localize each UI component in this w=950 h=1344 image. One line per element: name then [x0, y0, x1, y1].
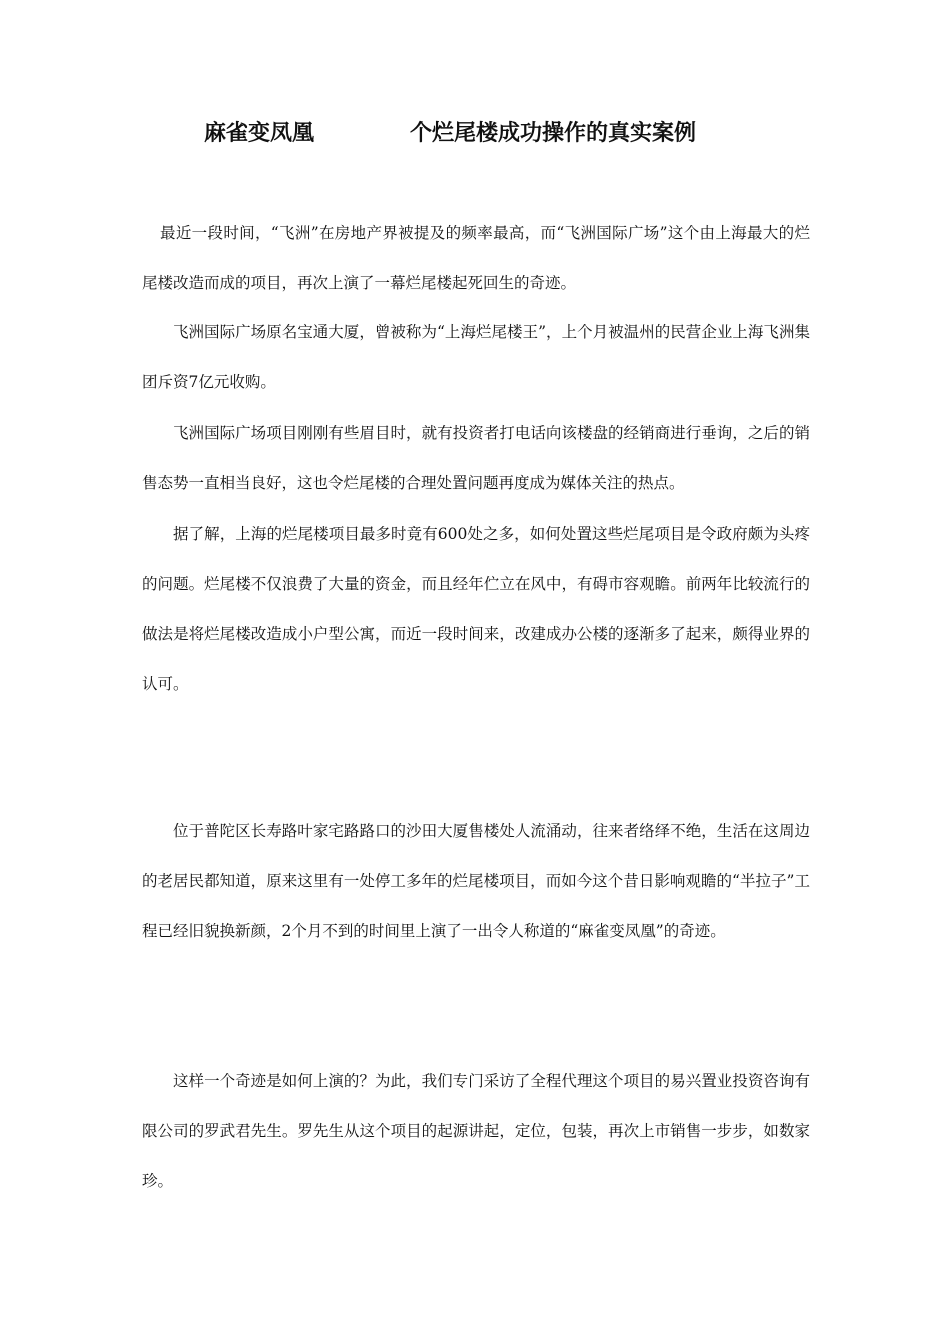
title-part-2: 个烂尾楼成功操作的真实案例: [410, 121, 697, 146]
paragraph-2: 飞洲国际广场原名宝通大厦，曾被称为“上海烂尾楼王”，上个月被温州的民营企业上海飞洲集团斥资7亿元收购。: [142, 323, 810, 391]
paragraph-5: 位于普陀区长寿路叶家宅路路口的沙田大厦售楼处人流涌动，往来者络绎不绝，生活在这周边的老居民都知道，原来这里有一处停工多年的烂尾楼项目，而如今这个昔日影响观瞻的“半拉子”工程已经旧貌换新颜，2个月不到的时间里上演了一出令人称道的“麻雀变凤凰”的奇迹。: [142, 822, 810, 940]
document-title: [0, 114, 950, 154]
paragraph-4: 据了解，上海的烂尾楼项目最多时竟有600处之多，如何处置这些烂尾项目是令政府颇为头疼的问题。烂尾楼不仅浪费了大量的资金，而且经年伫立在风中，有碍市容观瞻。前两年比较流行的做法是将烂尾楼改造成小户型公寓，而近一段时间来，改建成办公楼的逐渐多了起来，颇得业界的认可。: [142, 525, 810, 693]
paragraph-1: 最近一段时间，“飞洲”在房地产界被提及的频率最高，而“飞洲国际广场”这个由上海最大的烂尾楼改造而成的项目，再次上演了一幕烂尾楼起死回生的奇迹。: [142, 224, 810, 292]
paragraph-3: 飞洲国际广场项目刚刚有些眉目时，就有投资者打电话向该楼盘的经销商进行垂询，之后的销售态势一直相当良好，这也令烂尾楼的合理处置问题再度成为媒体关注的热点。: [142, 424, 810, 492]
paragraph-6: 这样一个奇迹是如何上演的？为此，我们专门采访了全程代理这个项目的易兴置业投资咨询有限公司的罗武君先生。罗先生从这个项目的起源讲起，定位，包装，再次上市销售一步步，如数家珍。: [142, 1072, 810, 1190]
title-part-1: 麻雀变凤凰: [204, 121, 315, 146]
